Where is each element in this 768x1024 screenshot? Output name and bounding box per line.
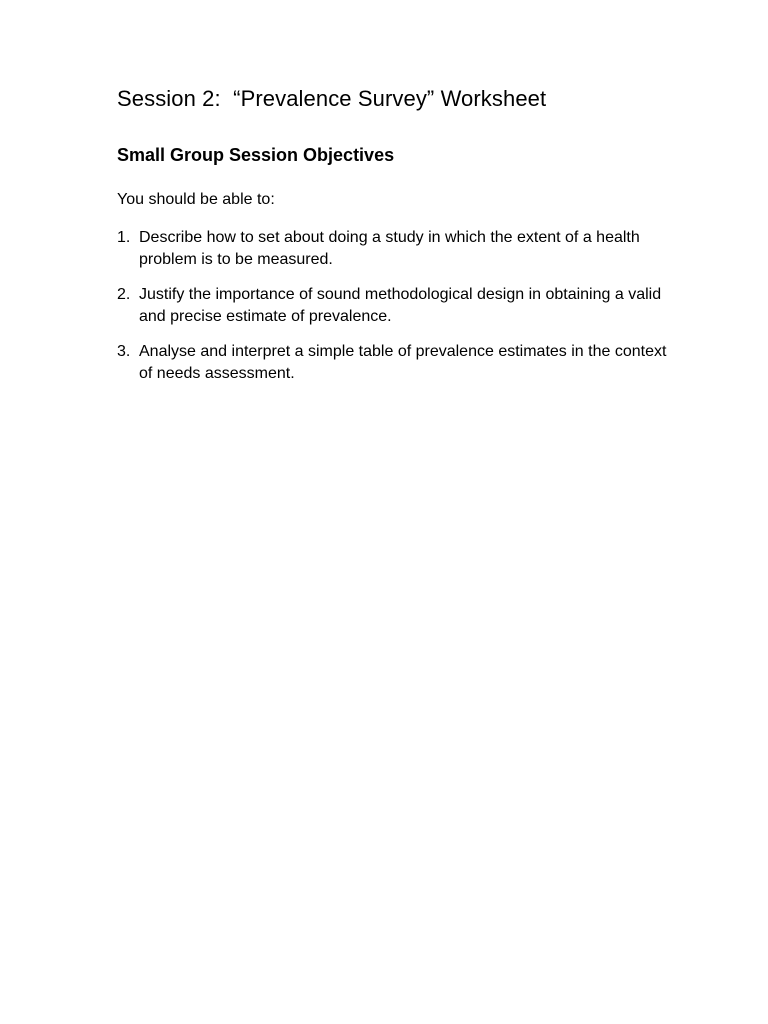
page-title: Session 2: “Prevalence Survey” Worksheet <box>117 86 547 111</box>
objective-item-1 <box>117 227 677 271</box>
objective-item-2 <box>117 284 677 328</box>
objectives-list <box>117 227 677 398</box>
objective-number: 2. <box>117 286 131 303</box>
section-heading: Small Group Session Objectives <box>117 145 395 165</box>
objective-number: 1. <box>117 229 131 246</box>
objective-text: Describe how to set about doing a study in which the extent of a health problem is to be measured. <box>139 229 640 268</box>
objective-item-3 <box>117 341 677 385</box>
objective-number: 3. <box>117 343 131 360</box>
objective-text: Analyse and interpret a simple table of prevalence estimates in the context of needs assessment. <box>139 343 667 382</box>
intro-text: You should be able to: <box>117 191 275 208</box>
objective-text: Justify the importance of sound methodological design in obtaining a valid and precise estimate of prevalence. <box>139 286 662 325</box>
